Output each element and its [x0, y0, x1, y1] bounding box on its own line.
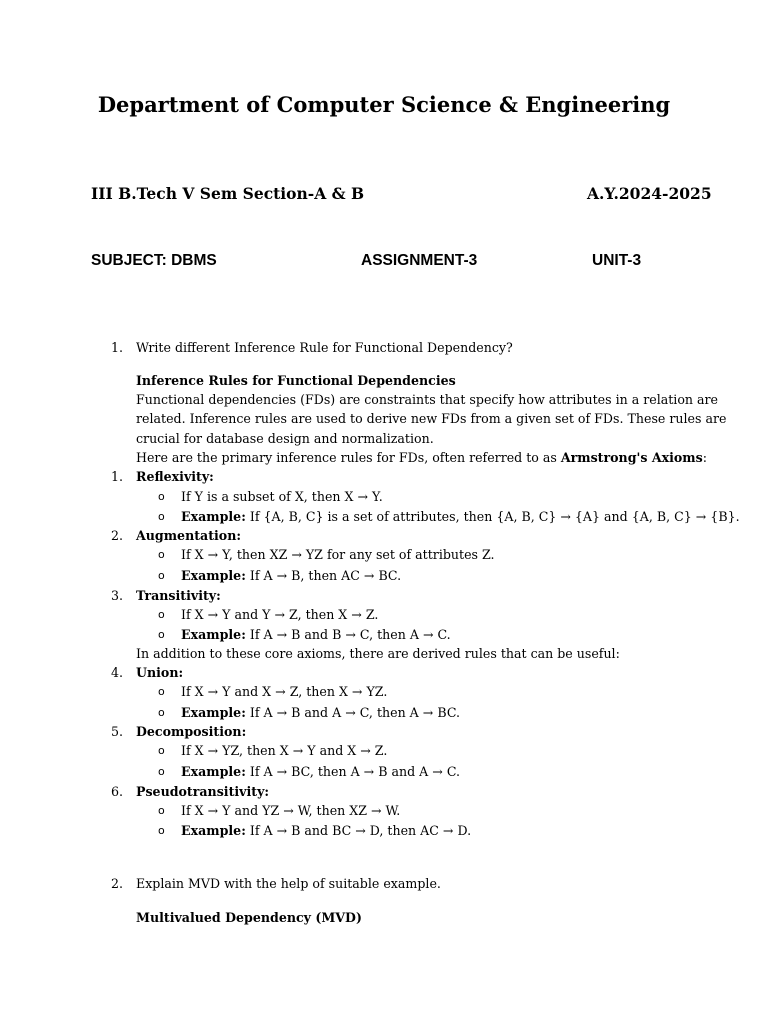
rule-example: Example: If A → B, then AC → BC.	[181, 568, 402, 583]
question-number: 1.	[110, 340, 123, 355]
bullet-icon: o	[158, 706, 165, 719]
bullet-icon: o	[158, 804, 165, 817]
bullet-icon: o	[158, 608, 165, 621]
rule-number: 4.	[110, 665, 123, 680]
unit-label: UNIT-3	[592, 252, 642, 269]
rule-example: Example: If A → BC, then A → B and A → C.	[181, 764, 461, 779]
rule-number: 2.	[110, 528, 123, 543]
bullet-icon: o	[158, 510, 165, 523]
rule-name: Decomposition:	[136, 724, 247, 739]
academic-year: A.Y.2024-2025	[587, 184, 712, 203]
bullet-icon: o	[158, 824, 165, 837]
rule-number: 5.	[110, 724, 123, 739]
rule-name: Union:	[136, 665, 184, 680]
rule-number: 1.	[110, 469, 123, 484]
section-heading: Inference Rules for Functional Dependencies	[136, 373, 456, 388]
question-text: Explain MVD with the help of suitable example.	[136, 876, 441, 891]
armstrongs-axioms-term: Armstrong's Axioms	[560, 450, 703, 465]
bullet-icon: o	[158, 569, 165, 582]
rule-statement: If X → Y and YZ → W, then XZ → W.	[181, 803, 401, 818]
rule-statement: If X → Y and X → Z, then X → YZ.	[181, 684, 388, 699]
rule-number: 3.	[110, 588, 123, 603]
rule-name: Augmentation:	[136, 528, 242, 543]
rule-example: Example: If A → B and B → C, then A → C.	[181, 627, 451, 642]
rule-example: Example: If A → B and BC → D, then AC → D.	[181, 823, 472, 838]
rule-name: Transitivity:	[136, 588, 221, 603]
bullet-icon: o	[158, 744, 165, 757]
question-text: Write different Inference Rule for Functional Dependency?	[136, 340, 513, 355]
department-title: Department of Computer Science & Engineering	[97, 92, 671, 117]
paragraph-line: Functional dependencies (FDs) are constraints that specify how attributes in a relation are	[136, 392, 718, 407]
derived-rules-intro: In addition to these core axioms, there are derived rules that can be useful:	[136, 646, 620, 661]
assignment-label: ASSIGNMENT-3	[361, 252, 478, 269]
rule-statement: If X → Y, then XZ → YZ for any set of attributes Z.	[181, 547, 495, 562]
rule-name: Reflexivity:	[136, 469, 214, 484]
bullet-icon: o	[158, 490, 165, 503]
bullet-icon: o	[158, 765, 165, 778]
intro-line: Here are the primary inference rules for FDs, often referred to as Armstrong's Axioms:	[136, 450, 707, 465]
rule-number: 6.	[110, 784, 123, 799]
rule-name: Pseudotransitivity:	[136, 784, 270, 799]
rule-statement: If X → YZ, then X → Y and X → Z.	[181, 743, 388, 758]
subject-label: SUBJECT: DBMS	[91, 252, 217, 269]
class-info: III B.Tech V Sem Section-A & B	[91, 184, 365, 203]
question-number: 2.	[110, 876, 123, 891]
rule-example: Example: If {A, B, C} is a set of attributes, then {A, B, C} → {A} and {A, B, C} → {B}.	[181, 509, 740, 524]
bullet-icon: o	[158, 548, 165, 561]
section-heading: Multivalued Dependency (MVD)	[136, 910, 362, 925]
bullet-icon: o	[158, 685, 165, 698]
paragraph-line: related. Inference rules are used to derive new FDs from a given set of FDs. These rules are	[136, 411, 727, 426]
bullet-icon: o	[158, 628, 165, 641]
rule-statement: If Y is a subset of X, then X → Y.	[181, 489, 383, 504]
rule-example: Example: If A → B and A → C, then A → BC.	[181, 705, 461, 720]
paragraph-line: crucial for database design and normalization.	[136, 431, 434, 446]
rule-statement: If X → Y and Y → Z, then X → Z.	[181, 607, 379, 622]
